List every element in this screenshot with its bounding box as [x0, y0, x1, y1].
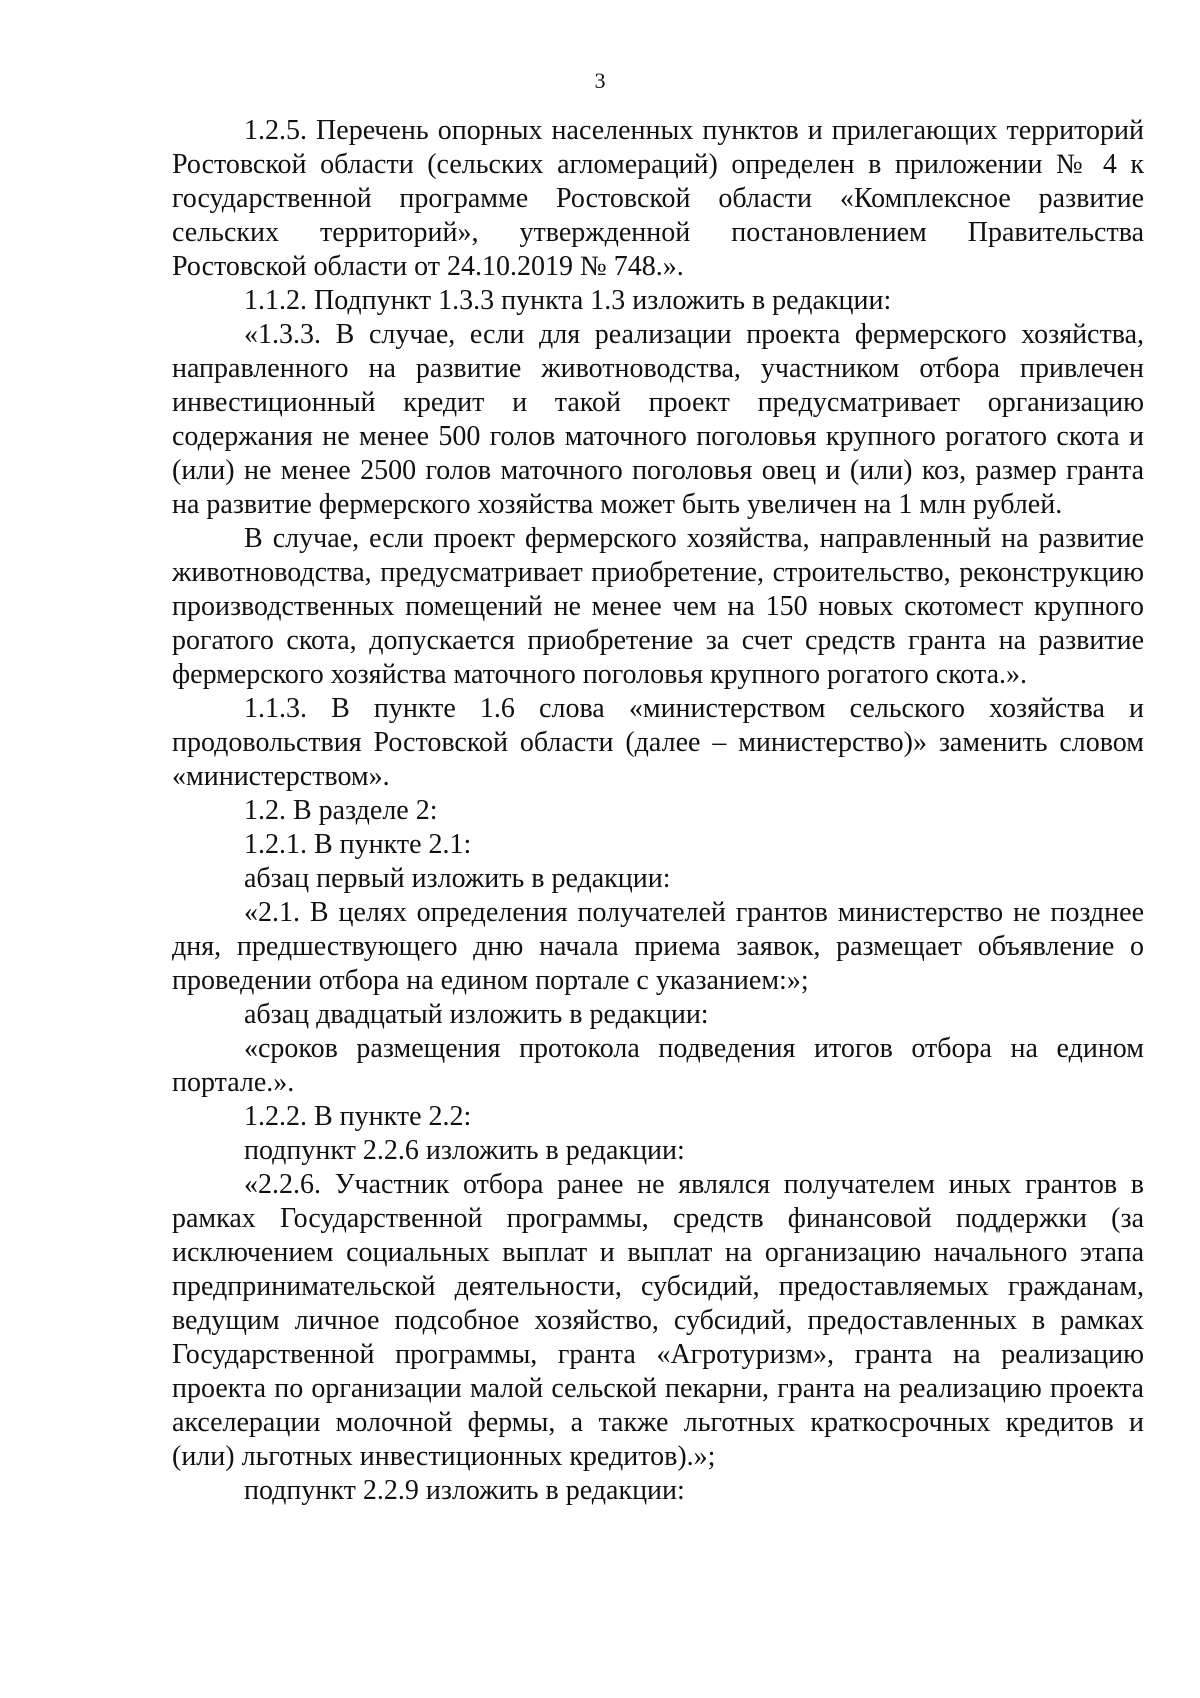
- paragraph-subitem-2-2-9: подпункт 2.2.9 изложить в редакции:: [244, 1475, 685, 1506]
- paragraph-1-1-3: 1.1.3. В пункте 1.6 слова «министерством сельского хозяйства и продовольствия Ростовской области (далее – министерство)» заменить словом «министерством».: [172, 693, 1144, 792]
- page-number: 3: [594, 68, 606, 93]
- document-body: [172, 114, 1144, 1508]
- paragraph-1-2-2: 1.2.2. В пункте 2.2:: [244, 1101, 472, 1132]
- paragraph-first-abzac: абзац первый изложить в редакции:: [244, 863, 671, 894]
- paragraph-1-3-3: «1.3.3. В случае, если для реализации проекта фермерского хозяйства, направленного на развитие животноводства, участником отбора привлечен инвестиционный кредит и такой проект предусматривает организацию содержания не менее 500 голов маточного поголовья крупного рогатого скота и (или) не менее 2500 голов маточного поголовья овец и (или) коз, размер гранта на развитие фермерского хозяйства может быть увеличен на 1 млн рублей.: [172, 319, 1144, 520]
- paragraph-subitem-2-2-6: подпункт 2.2.6 изложить в редакции:: [244, 1135, 685, 1166]
- paragraph-protocol-terms: «сроков размещения протокола подведения итогов отбора на едином портале.».: [172, 1033, 1144, 1098]
- paragraph-twentieth-abzac: абзац двадцатый изложить в редакции:: [244, 999, 709, 1030]
- paragraph-2-1: «2.1. В целях определения получателей грантов министерство не позднее дня, предшествующего дню начала приема заявок, размещает объявление о проведении отбора на едином портале с указанием:»;: [172, 897, 1144, 996]
- paragraph-section-2: 1.2. В разделе 2:: [244, 795, 438, 826]
- paragraph-livestock-case: В случае, если проект фермерского хозяйства, направленный на развитие животноводства, предусматривает приобретение, строительство, реконструкцию производственных помещений не менее чем на 150 новых скотомест крупного рогатого скота, допускается приобретение за счет средств гранта на развитие фермерского хозяйства маточного поголовья крупного рогатого скота.».: [172, 523, 1144, 690]
- paragraph-1-2-5: 1.2.5. Перечень опорных населенных пунктов и прилегающих территорий Ростовской области (сельских агломераций) определен в приложении № 4 к государственной программе Ростовской области «Комплексное развитие сельских территорий», утвержденной постановлением Правительства Ростовской области от 24.10.2019 № 748.».: [172, 115, 1144, 282]
- paragraph-1-2-1: 1.2.1. В пункте 2.1:: [244, 829, 472, 860]
- paragraph-2-2-6: «2.2.6. Участник отбора ранее не являлся получателем иных грантов в рамках Государственной программы, средств финансовой поддержки (за исключением социальных выплат и выплат на организацию начального этапа предпринимательской деятельности, субсидий, предоставляемых гражданам, ведущим личное подсобное хозяйство, субсидий, предоставленных в рамках Государственной программы, гранта «Агротуризм», гранта на реализацию проекта по организации малой сельской пекарни, гранта на реализацию проекта акселерации молочной фермы, а также льготных краткосрочных кредитов и (или) льготных инвестиционных кредитов).»;: [172, 1169, 1144, 1472]
- paragraph-1-1-2: 1.1.2. Подпункт 1.3.3 пункта 1.3 изложить в редакции:: [244, 285, 892, 316]
